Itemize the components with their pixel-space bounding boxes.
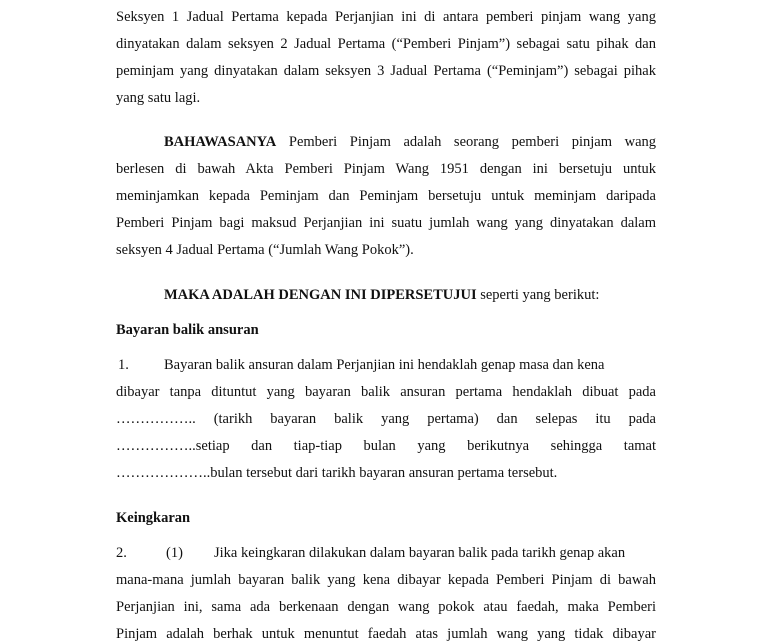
intro-line-4: yang satu lagi. [116,90,201,106]
section1-line-2: dibayar tanpa dituntut yang bayaran balik ansuran pertama hendaklah dibuat pada [116,384,656,400]
section1-line-5: ………………..bulan tersebut dari tarikh bayaran ansuran pertama tersebut. [116,465,558,481]
section2-line-3: Perjanjian ini, sama ada berkenaan dengan wang pokok atau faedah, maka Pemberi [116,599,656,615]
section1-line-4: ……………..setiap dan tiap-tiap bulan yang berikutnya sehingga tamat [116,438,656,454]
bahawasanya-first-line [164,133,656,151]
section1-heading: Bayaran balik ansuran [116,322,259,338]
agreement-line [164,286,656,304]
bahawasanya-line-3: meminjamkan kepada Peminjam dan Peminjam bersetuju untuk meminjam daripada [116,188,656,204]
section2-first-rest: Jika keingkaran dilakukan dalam bayaran balik pada tarikh genap akan [214,545,626,561]
intro-line-3: peminjam yang dinyatakan dalam seksyen 3 Jadual Pertama (“Peminjam”) sebagai pihak [116,63,656,79]
bahawasanya-line-5: seksyen 4 Jadual Pertama (“Jumlah Wang Pokok”). [116,242,414,258]
section2-first-line [116,544,656,562]
bahawasanya-line-4: Pemberi Pinjam bagi maksud Perjanjian ini suatu jumlah wang yang dinyatakan dalam [116,215,656,231]
bahawasanya-line-2: berlesen di bawah Akta Pemberi Pinjam Wang 1951 dengan ini bersetuju untuk [116,161,656,177]
agreement-rest: seperti yang berikut: [480,287,600,303]
agreement-bold: MAKA ADALAH DENGAN INI DIPERSETUJUI [164,287,477,303]
section2-line-4: Pinjam adalah berhak untuk menuntut faedah atas jumlah wang yang tidak dibayar [116,626,656,642]
intro-line-1: Seksyen 1 Jadual Pertama kepada Perjanjian ini di antara pemberi pinjam wang yang [116,9,656,25]
section2-number: 2. [116,545,127,561]
bahawasanya-keyword: BAHAWASANYA [164,134,277,150]
section2-line-2: mana-mana jumlah bayaran balik yang kena dibayar kepada Pemberi Pinjam di bawah [116,572,656,588]
section1-first-rest: Bayaran balik ansuran dalam Perjanjian ini hendaklah genap masa dan kena [164,357,605,373]
section1-number: 1. [118,357,129,373]
section2-sub-number: (1) [166,545,183,561]
bahawasanya-first-rest: Pemberi Pinjam adalah seorang pemberi pinjam wang [288,134,657,150]
intro-line-2: dinyatakan dalam seksyen 2 Jadual Pertama (“Pemberi Pinjam”) sebagai satu pihak dan [116,36,656,52]
section1-first-line [118,356,656,374]
section1-line-3: …………….. (tarikh bayaran balik yang pertama) dan selepas itu pada [116,411,656,427]
section2-heading: Keingkaran [116,510,191,526]
